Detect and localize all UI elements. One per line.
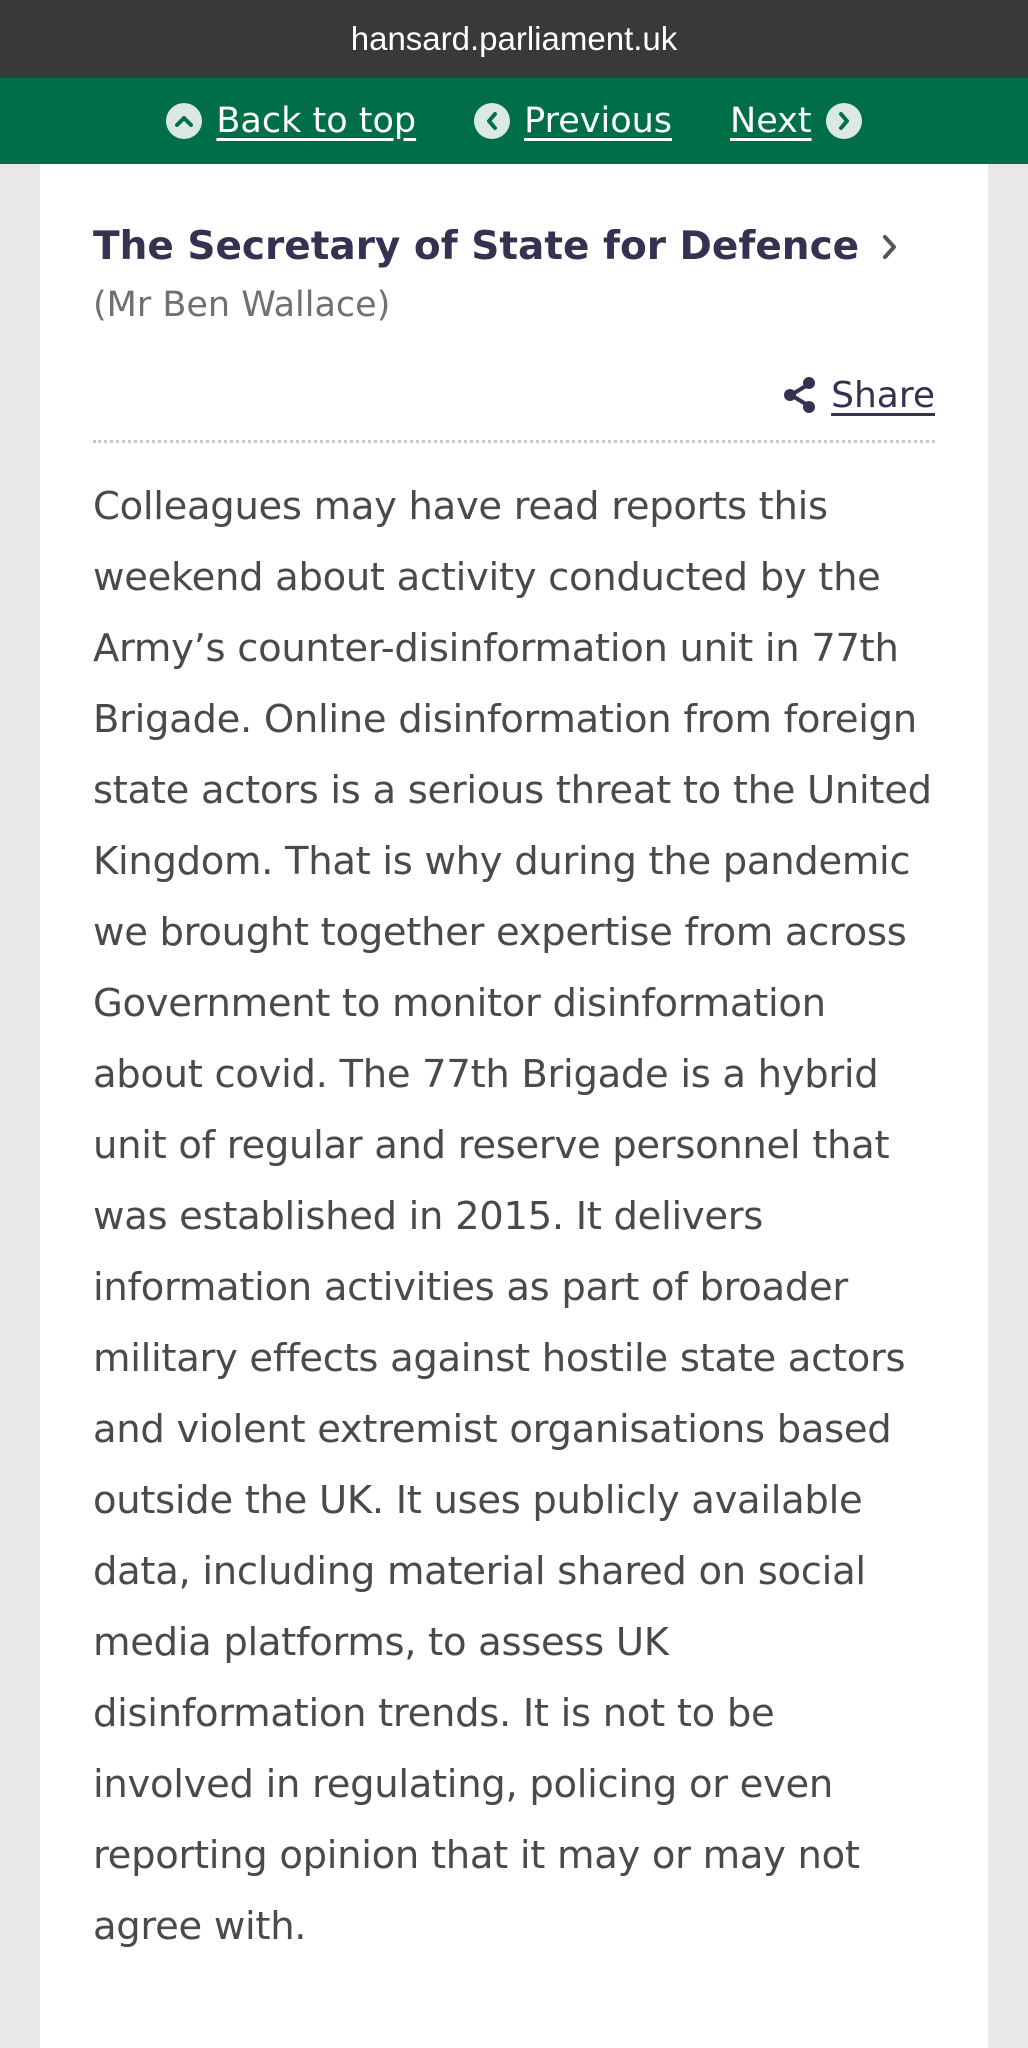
chevron-right-icon xyxy=(881,233,899,261)
share-row xyxy=(93,375,935,416)
browser-url: hansard.parliament.uk xyxy=(350,20,678,57)
browser-url-bar[interactable] xyxy=(0,0,1028,78)
contribution-text: Colleagues may have read reports this weekend about activity conducted by the Army’s counter-disinformation unit in 77th Brigade. Online disinformation from foreign state actors is a serious threat to the United Kingdom. That is why during the pandemic we brought together expertise from across Government to monitor disinformation about covid. The 77th Brigade is a hybrid unit of regular and reserve personnel that was established in 2015. It delivers information activities as part of broader military effects against hostile state actors and violent extremist organisations based outside the UK. It uses publicly available data, including material shared on social media platforms, to assess UK disinformation trends. It is not to be involved in regulating, policing or even reporting opinion that it may or may not agree with. xyxy=(93,483,932,1949)
share-label: Share xyxy=(831,374,935,416)
speaker-name: (Mr Ben Wallace) xyxy=(93,284,391,325)
navigation-bar xyxy=(0,78,1028,164)
back-to-top-label: Back to top xyxy=(216,101,417,141)
contribution-card xyxy=(40,164,988,2048)
previous-link[interactable] xyxy=(474,101,672,141)
share-link[interactable] xyxy=(783,375,935,416)
next-link[interactable] xyxy=(730,101,862,141)
chevron-up-circle-icon xyxy=(166,103,202,139)
divider xyxy=(93,440,935,443)
chevron-left-circle-icon xyxy=(474,103,510,139)
next-label: Next xyxy=(730,101,812,141)
chevron-right-circle-icon xyxy=(826,103,862,139)
share-icon xyxy=(783,376,817,414)
speaker-title[interactable]: The Secretary of State for Defence xyxy=(93,224,860,269)
speaker-heading[interactable] xyxy=(93,224,935,271)
back-to-top-link[interactable] xyxy=(166,101,416,141)
previous-label: Previous xyxy=(524,101,673,141)
